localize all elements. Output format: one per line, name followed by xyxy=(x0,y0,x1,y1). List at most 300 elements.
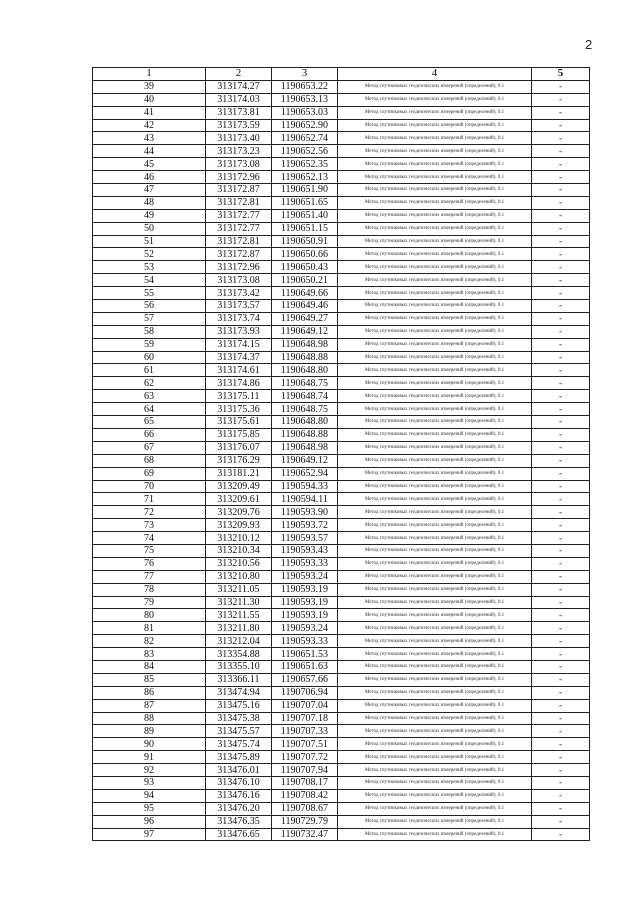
table-row xyxy=(93,802,590,815)
accuracy-value: - xyxy=(532,93,590,106)
coordinate-y: 1190593.24 xyxy=(272,622,338,635)
point-number: 75 xyxy=(93,544,206,557)
point-number: 82 xyxy=(93,635,206,648)
point-number: 43 xyxy=(93,132,206,145)
header-col-4: 4 xyxy=(338,68,532,81)
accuracy-value: - xyxy=(532,274,590,287)
point-number: 52 xyxy=(93,248,206,261)
method-description: Метод спутниковых геодезических измерений (определений), 0.1 xyxy=(338,416,532,429)
point-number: 58 xyxy=(93,325,206,338)
coordinate-x: 313366.11 xyxy=(206,673,272,686)
method-description: Метод спутниковых геодезических измерений (определений), 0.1 xyxy=(338,300,532,313)
coordinate-y: 1190729.79 xyxy=(272,815,338,828)
accuracy-value: - xyxy=(532,119,590,132)
method-description: Метод спутниковых геодезических измерений (определений), 0.1 xyxy=(338,390,532,403)
point-number: 77 xyxy=(93,570,206,583)
method-description: Метод спутниковых геодезических измерений (определений), 0.1 xyxy=(338,467,532,480)
table-row xyxy=(93,635,590,648)
coordinate-y: 1190653.22 xyxy=(272,80,338,93)
table-row xyxy=(93,119,590,132)
method-description: Метод спутниковых геодезических измерений (определений), 0.1 xyxy=(338,261,532,274)
method-description: Метод спутниковых геодезических измерений (определений), 0.1 xyxy=(338,622,532,635)
coordinate-x: 313476.10 xyxy=(206,776,272,789)
accuracy-value: - xyxy=(532,261,590,274)
method-description: Метод спутниковых геодезических измерений (определений), 0.1 xyxy=(338,377,532,390)
method-description: Метод спутниковых геодезических измерений (определений), 0.1 xyxy=(338,532,532,545)
coordinate-y: 1190651.63 xyxy=(272,660,338,673)
coordinate-y: 1190593.43 xyxy=(272,544,338,557)
table-row xyxy=(93,699,590,712)
method-description: Метод спутниковых геодезических измерений (определений), 0.1 xyxy=(338,596,532,609)
method-description: Метод спутниковых геодезических измерений (определений), 0.1 xyxy=(338,209,532,222)
table-body xyxy=(93,80,590,841)
coordinate-y: 1190648.80 xyxy=(272,416,338,429)
table-row xyxy=(93,776,590,789)
method-description: Метод спутниковых геодезических измерений (определений), 0.1 xyxy=(338,325,532,338)
coordinate-y: 1190593.90 xyxy=(272,506,338,519)
method-description: Метод спутниковых геодезических измерений (определений), 0.1 xyxy=(338,557,532,570)
coordinate-x: 313475.16 xyxy=(206,699,272,712)
accuracy-value: - xyxy=(532,751,590,764)
table-row xyxy=(93,403,590,416)
method-description: Метод спутниковых геодезических измерений (определений), 0.1 xyxy=(338,493,532,506)
table-row xyxy=(93,416,590,429)
coordinate-x: 313476.20 xyxy=(206,802,272,815)
point-number: 70 xyxy=(93,480,206,493)
coordinate-x: 313476.65 xyxy=(206,828,272,841)
accuracy-value: - xyxy=(532,351,590,364)
point-number: 94 xyxy=(93,789,206,802)
coordinate-y: 1190593.19 xyxy=(272,596,338,609)
accuracy-value: - xyxy=(532,325,590,338)
coordinate-y: 1190593.19 xyxy=(272,609,338,622)
point-number: 79 xyxy=(93,596,206,609)
coordinate-y: 1190593.24 xyxy=(272,570,338,583)
coordinate-x: 313173.59 xyxy=(206,119,272,132)
method-description: Метод спутниковых геодезических измерений (определений), 0.1 xyxy=(338,789,532,802)
table-row xyxy=(93,622,590,635)
coordinate-x: 313211.05 xyxy=(206,583,272,596)
method-description: Метод спутниковых геодезических измерений (определений), 0.1 xyxy=(338,815,532,828)
coordinate-x: 313355.10 xyxy=(206,660,272,673)
table-row xyxy=(93,557,590,570)
table-row xyxy=(93,570,590,583)
coordinate-y: 1190648.98 xyxy=(272,338,338,351)
accuracy-value: - xyxy=(532,158,590,171)
point-number: 41 xyxy=(93,106,206,119)
accuracy-value: - xyxy=(532,377,590,390)
table-row xyxy=(93,248,590,261)
coordinate-x: 313209.49 xyxy=(206,480,272,493)
point-number: 42 xyxy=(93,119,206,132)
accuracy-value: - xyxy=(532,106,590,119)
coordinate-y: 1190653.13 xyxy=(272,93,338,106)
table-row xyxy=(93,93,590,106)
method-description: Метод спутниковых геодезических измерений (определений), 0.1 xyxy=(338,235,532,248)
coordinate-y: 1190650.21 xyxy=(272,274,338,287)
coordinate-x: 313173.57 xyxy=(206,300,272,313)
method-description: Метод спутниковых геодезических измерений (определений), 0.1 xyxy=(338,751,532,764)
coordinate-y: 1190652.13 xyxy=(272,171,338,184)
table-row xyxy=(93,751,590,764)
coordinate-x: 313176.07 xyxy=(206,441,272,454)
accuracy-value: - xyxy=(532,493,590,506)
point-number: 85 xyxy=(93,673,206,686)
method-description: Метод спутниковых геодезических измерений (определений), 0.1 xyxy=(338,828,532,841)
point-number: 89 xyxy=(93,725,206,738)
method-description: Метод спутниковых геодезических измерений (определений), 0.1 xyxy=(338,725,532,738)
table-row xyxy=(93,222,590,235)
point-number: 92 xyxy=(93,764,206,777)
method-description: Метод спутниковых геодезических измерений (определений), 0.1 xyxy=(338,583,532,596)
coordinate-x: 313475.89 xyxy=(206,751,272,764)
method-description: Метод спутниковых геодезических измерений (определений), 0.1 xyxy=(338,686,532,699)
table-row xyxy=(93,583,590,596)
coordinate-x: 313175.85 xyxy=(206,428,272,441)
point-number: 71 xyxy=(93,493,206,506)
method-description: Метод спутниковых геодезических измерений (определений), 0.1 xyxy=(338,338,532,351)
accuracy-value: - xyxy=(532,776,590,789)
point-number: 44 xyxy=(93,145,206,158)
point-number: 64 xyxy=(93,403,206,416)
table-row xyxy=(93,493,590,506)
table-row xyxy=(93,196,590,209)
method-description: Метод спутниковых геодезических измерений (определений), 0.1 xyxy=(338,776,532,789)
coordinate-y: 1190594.33 xyxy=(272,480,338,493)
coordinate-y: 1190650.43 xyxy=(272,261,338,274)
table-row xyxy=(93,609,590,622)
point-number: 53 xyxy=(93,261,206,274)
coordinate-y: 1190653.03 xyxy=(272,106,338,119)
point-number: 80 xyxy=(93,609,206,622)
point-number: 46 xyxy=(93,171,206,184)
accuracy-value: - xyxy=(532,300,590,313)
point-number: 67 xyxy=(93,441,206,454)
table-row xyxy=(93,274,590,287)
point-number: 62 xyxy=(93,377,206,390)
point-number: 47 xyxy=(93,184,206,197)
accuracy-value: - xyxy=(532,235,590,248)
coordinate-x: 313173.23 xyxy=(206,145,272,158)
accuracy-value: - xyxy=(532,764,590,777)
table-row xyxy=(93,467,590,480)
coordinate-x: 313475.74 xyxy=(206,738,272,751)
accuracy-value: - xyxy=(532,416,590,429)
table-row xyxy=(93,532,590,545)
coordinate-y: 1190651.65 xyxy=(272,196,338,209)
coordinate-y: 1190707.18 xyxy=(272,712,338,725)
method-description: Метод спутниковых геодезических измерений (определений), 0.1 xyxy=(338,119,532,132)
accuracy-value: - xyxy=(532,802,590,815)
coordinate-y: 1190707.72 xyxy=(272,751,338,764)
point-number: 59 xyxy=(93,338,206,351)
point-number: 57 xyxy=(93,312,206,325)
table-row xyxy=(93,686,590,699)
accuracy-value: - xyxy=(532,686,590,699)
accuracy-value: - xyxy=(532,467,590,480)
coordinate-x: 313209.93 xyxy=(206,519,272,532)
accuracy-value: - xyxy=(532,815,590,828)
accuracy-value: - xyxy=(532,789,590,802)
coordinate-x: 313210.34 xyxy=(206,544,272,557)
header-col-2: 2 xyxy=(206,68,272,81)
coordinate-x: 313172.77 xyxy=(206,222,272,235)
method-description: Метод спутниковых геодезических измерений (определений), 0.1 xyxy=(338,132,532,145)
accuracy-value: - xyxy=(532,171,590,184)
point-number: 55 xyxy=(93,287,206,300)
accuracy-value: - xyxy=(532,557,590,570)
coordinate-x: 313174.03 xyxy=(206,93,272,106)
accuracy-value: - xyxy=(532,699,590,712)
accuracy-value: - xyxy=(532,196,590,209)
point-number: 56 xyxy=(93,300,206,313)
coordinate-y: 1190648.74 xyxy=(272,390,338,403)
accuracy-value: - xyxy=(532,287,590,300)
method-description: Метод спутниковых геодезических измерений (определений), 0.1 xyxy=(338,287,532,300)
coordinate-x: 313474.94 xyxy=(206,686,272,699)
point-number: 87 xyxy=(93,699,206,712)
coordinate-y: 1190652.56 xyxy=(272,145,338,158)
coordinate-y: 1190650.66 xyxy=(272,248,338,261)
point-number: 48 xyxy=(93,196,206,209)
coordinate-y: 1190593.33 xyxy=(272,635,338,648)
coordinate-y: 1190594.11 xyxy=(272,493,338,506)
table-row xyxy=(93,300,590,313)
accuracy-value: - xyxy=(532,248,590,261)
table-row xyxy=(93,764,590,777)
method-description: Метод спутниковых геодезических измерений (определений), 0.1 xyxy=(338,506,532,519)
coordinate-y: 1190708.42 xyxy=(272,789,338,802)
coordinate-y: 1190707.51 xyxy=(272,738,338,751)
accuracy-value: - xyxy=(532,441,590,454)
coordinate-y: 1190652.35 xyxy=(272,158,338,171)
coordinate-x: 313176.29 xyxy=(206,454,272,467)
coordinate-y: 1190651.53 xyxy=(272,648,338,661)
accuracy-value: - xyxy=(532,712,590,725)
method-description: Метод спутниковых геодезических измерений (определений), 0.1 xyxy=(338,441,532,454)
table-row xyxy=(93,428,590,441)
coordinate-y: 1190593.33 xyxy=(272,557,338,570)
header-col-1: 1 xyxy=(93,68,206,81)
coordinate-y: 1190651.90 xyxy=(272,184,338,197)
coordinate-y: 1190651.15 xyxy=(272,222,338,235)
coordinate-x: 313175.11 xyxy=(206,390,272,403)
table-row xyxy=(93,480,590,493)
coordinate-x: 313175.61 xyxy=(206,416,272,429)
coordinate-y: 1190648.88 xyxy=(272,351,338,364)
coordinate-y: 1190657.66 xyxy=(272,673,338,686)
coordinate-y: 1190732.47 xyxy=(272,828,338,841)
coordinate-y: 1190649.66 xyxy=(272,287,338,300)
page-number: 2 xyxy=(585,37,593,52)
table-row xyxy=(93,506,590,519)
point-number: 88 xyxy=(93,712,206,725)
accuracy-value: - xyxy=(532,738,590,751)
coordinate-x: 313475.38 xyxy=(206,712,272,725)
table-row xyxy=(93,287,590,300)
point-number: 96 xyxy=(93,815,206,828)
coordinate-x: 313172.77 xyxy=(206,209,272,222)
coordinate-x: 313173.81 xyxy=(206,106,272,119)
point-number: 86 xyxy=(93,686,206,699)
method-description: Метод спутниковых геодезических измерений (определений), 0.1 xyxy=(338,80,532,93)
table-row xyxy=(93,660,590,673)
coordinate-x: 313172.96 xyxy=(206,171,272,184)
table-row xyxy=(93,325,590,338)
accuracy-value: - xyxy=(532,532,590,545)
coordinate-y: 1190648.75 xyxy=(272,403,338,416)
coordinate-x: 313211.30 xyxy=(206,596,272,609)
method-description: Метод спутниковых геодезических измерений (определений), 0.1 xyxy=(338,222,532,235)
point-number: 69 xyxy=(93,467,206,480)
method-description: Метод спутниковых геодезических измерений (определений), 0.1 xyxy=(338,428,532,441)
method-description: Метод спутниковых геодезических измерений (определений), 0.1 xyxy=(338,364,532,377)
method-description: Метод спутниковых геодезических измерений (определений), 0.1 xyxy=(338,712,532,725)
method-description: Метод спутниковых геодезических измерений (определений), 0.1 xyxy=(338,106,532,119)
coordinate-y: 1190708.17 xyxy=(272,776,338,789)
point-number: 91 xyxy=(93,751,206,764)
accuracy-value: - xyxy=(532,403,590,416)
accuracy-value: - xyxy=(532,145,590,158)
accuracy-value: - xyxy=(532,184,590,197)
method-description: Метод спутниковых геодезических измерений (определений), 0.1 xyxy=(338,544,532,557)
table-row xyxy=(93,184,590,197)
point-number: 39 xyxy=(93,80,206,93)
table-row xyxy=(93,312,590,325)
coordinate-x: 313173.42 xyxy=(206,287,272,300)
accuracy-value: - xyxy=(532,828,590,841)
coordinate-y: 1190652.90 xyxy=(272,119,338,132)
accuracy-value: - xyxy=(532,364,590,377)
point-number: 84 xyxy=(93,660,206,673)
accuracy-value: - xyxy=(532,506,590,519)
method-description: Метод спутниковых геодезических измерений (определений), 0.1 xyxy=(338,764,532,777)
coordinate-y: 1190708.67 xyxy=(272,802,338,815)
accuracy-value: - xyxy=(532,635,590,648)
point-number: 51 xyxy=(93,235,206,248)
coordinate-x: 313174.86 xyxy=(206,377,272,390)
coordinate-y: 1190652.94 xyxy=(272,467,338,480)
point-number: 65 xyxy=(93,416,206,429)
method-description: Метод спутниковых геодезических измерений (определений), 0.1 xyxy=(338,145,532,158)
coordinate-x: 313174.37 xyxy=(206,351,272,364)
coordinate-y: 1190707.33 xyxy=(272,725,338,738)
coordinate-x: 313210.80 xyxy=(206,570,272,583)
method-description: Метод спутниковых геодезических измерений (определений), 0.1 xyxy=(338,673,532,686)
point-number: 93 xyxy=(93,776,206,789)
method-description: Метод спутниковых геодезических измерений (определений), 0.1 xyxy=(338,312,532,325)
coordinate-x: 313172.96 xyxy=(206,261,272,274)
method-description: Метод спутниковых геодезических измерений (определений), 0.1 xyxy=(338,454,532,467)
table-row xyxy=(93,648,590,661)
point-number: 45 xyxy=(93,158,206,171)
coordinates-table xyxy=(92,67,590,841)
point-number: 76 xyxy=(93,557,206,570)
point-number: 95 xyxy=(93,802,206,815)
coordinate-x: 313174.61 xyxy=(206,364,272,377)
coordinate-y: 1190707.04 xyxy=(272,699,338,712)
coordinate-x: 313354.88 xyxy=(206,648,272,661)
table-row xyxy=(93,712,590,725)
table-row xyxy=(93,377,590,390)
coordinate-y: 1190707.94 xyxy=(272,764,338,777)
point-number: 49 xyxy=(93,209,206,222)
coordinate-x: 313476.01 xyxy=(206,764,272,777)
coordinate-x: 313172.87 xyxy=(206,248,272,261)
coordinate-y: 1190648.75 xyxy=(272,377,338,390)
point-number: 61 xyxy=(93,364,206,377)
point-number: 68 xyxy=(93,454,206,467)
method-description: Метод спутниковых геодезических измерений (определений), 0.1 xyxy=(338,738,532,751)
method-description: Метод спутниковых геодезических измерений (определений), 0.1 xyxy=(338,274,532,287)
coordinate-y: 1190649.12 xyxy=(272,325,338,338)
accuracy-value: - xyxy=(532,480,590,493)
coordinate-x: 313173.08 xyxy=(206,158,272,171)
coordinate-x: 313476.35 xyxy=(206,815,272,828)
table-header xyxy=(93,68,590,81)
table-row xyxy=(93,596,590,609)
method-description: Метод спутниковых геодезических измерений (определений), 0.1 xyxy=(338,648,532,661)
accuracy-value: - xyxy=(532,622,590,635)
table-row xyxy=(93,209,590,222)
table-row xyxy=(93,828,590,841)
accuracy-value: - xyxy=(532,519,590,532)
table-row xyxy=(93,519,590,532)
table-row xyxy=(93,145,590,158)
coordinate-y: 1190593.72 xyxy=(272,519,338,532)
method-description: Метод спутниковых геодезических измерений (определений), 0.1 xyxy=(338,699,532,712)
table-row xyxy=(93,351,590,364)
coordinate-x: 313475.57 xyxy=(206,725,272,738)
point-number: 73 xyxy=(93,519,206,532)
coordinate-y: 1190649.46 xyxy=(272,300,338,313)
point-number: 72 xyxy=(93,506,206,519)
table-row xyxy=(93,815,590,828)
accuracy-value: - xyxy=(532,648,590,661)
method-description: Метод спутниковых геодезических измерений (определений), 0.1 xyxy=(338,184,532,197)
coordinate-x: 313181.21 xyxy=(206,467,272,480)
method-description: Метод спутниковых геодезических измерений (определений), 0.1 xyxy=(338,171,532,184)
table-row xyxy=(93,235,590,248)
coordinate-x: 313173.93 xyxy=(206,325,272,338)
coordinate-x: 313174.15 xyxy=(206,338,272,351)
method-description: Метод спутниковых геодезических измерений (определений), 0.1 xyxy=(338,196,532,209)
coordinate-y: 1190650.91 xyxy=(272,235,338,248)
point-number: 54 xyxy=(93,274,206,287)
table-row xyxy=(93,454,590,467)
accuracy-value: - xyxy=(532,660,590,673)
method-description: Метод спутниковых геодезических измерений (определений), 0.1 xyxy=(338,570,532,583)
table-row xyxy=(93,261,590,274)
table-row xyxy=(93,80,590,93)
coordinate-y: 1190593.19 xyxy=(272,583,338,596)
coordinate-x: 313172.81 xyxy=(206,235,272,248)
method-description: Метод спутниковых геодезических измерений (определений), 0.1 xyxy=(338,248,532,261)
coordinate-x: 313210.56 xyxy=(206,557,272,570)
table-row xyxy=(93,171,590,184)
table-row xyxy=(93,441,590,454)
header-col-5: 5 xyxy=(532,68,590,81)
accuracy-value: - xyxy=(532,596,590,609)
accuracy-value: - xyxy=(532,390,590,403)
coordinate-x: 313209.61 xyxy=(206,493,272,506)
accuracy-value: - xyxy=(532,209,590,222)
table-row xyxy=(93,106,590,119)
coordinate-x: 313174.27 xyxy=(206,80,272,93)
method-description: Метод спутниковых геодезических измерений (определений), 0.1 xyxy=(338,635,532,648)
method-description: Метод спутниковых геодезических измерений (определений), 0.1 xyxy=(338,93,532,106)
point-number: 90 xyxy=(93,738,206,751)
